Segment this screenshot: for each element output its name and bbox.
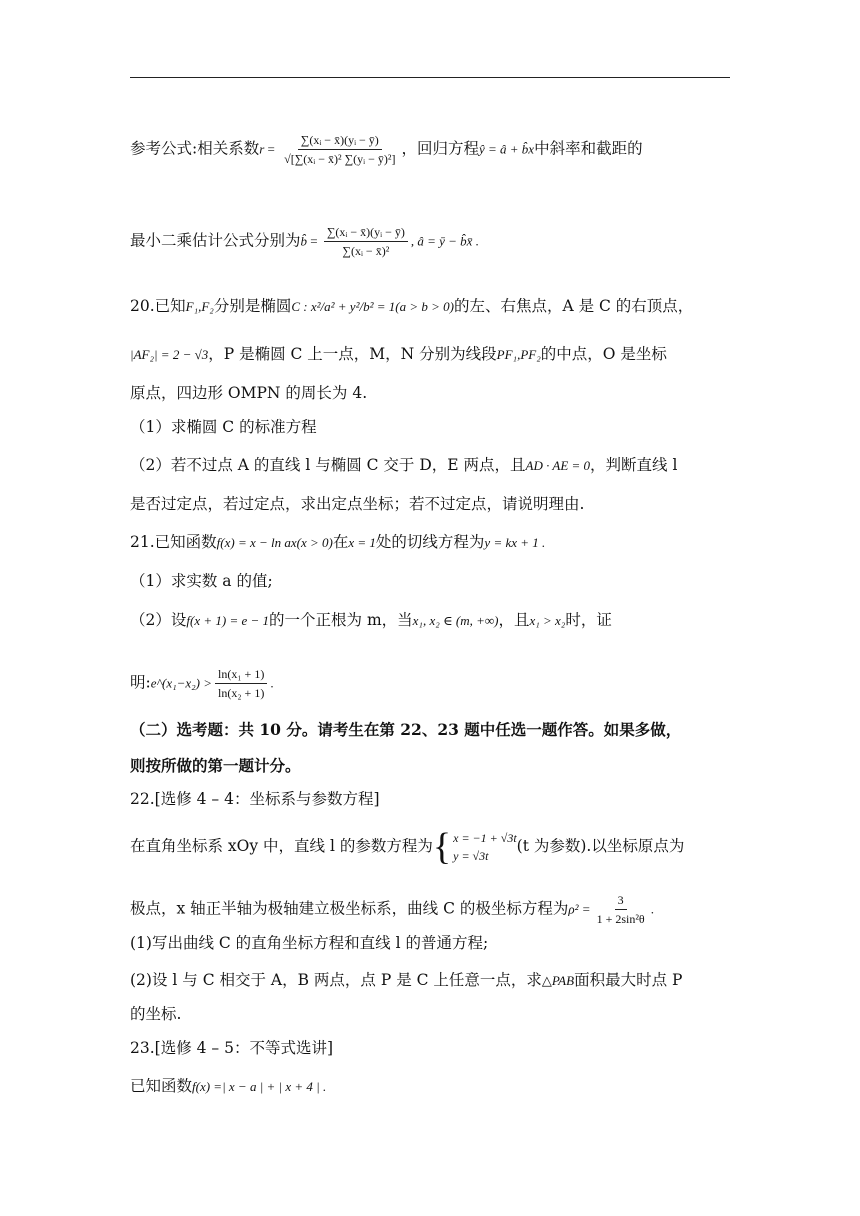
- regression-equation: ŷ = â + b̂x: [478, 141, 535, 157]
- q22-part-2-cont: 的坐标.: [130, 1005, 182, 1023]
- header-rule: [130, 77, 730, 78]
- q21-part-2: （2）设f(x + 1) = e − 1的一个正根为 m，当x₁, x₂ ∈ (m, +∞)，且x₁ > x₂时，证: [130, 611, 612, 629]
- q20-line-2: |AF₂| = 2 − √3，P 是椭圆 C 上一点，M，N 分别为线段PF₁,PF₂的中点，O 是坐标: [130, 345, 667, 363]
- elective-heading-2: 则按所做的第一题计分。: [130, 756, 301, 775]
- q22-title: 22.[选修 4 – 4：坐标系与参数方程]: [130, 790, 380, 808]
- elective-heading-1: （二）选考题：共 10 分。请考生在第 22、23 题中任选一题作答。如果多做，: [130, 720, 682, 739]
- q20-part-1: （1）求椭圆 C 的标准方程: [130, 418, 317, 436]
- formula-line-1: 参考公式:相关系数r = $\frac{\text{∑(xᵢ − x̄)(yᵢ − ȳ)}}{\text{√[∑(xᵢ − x̄)² ∑(yᵢ − ȳ)²]}}$ ，回归方程ŷ = â + b̂x中斜率和截距的: [130, 133, 643, 166]
- parametric-system: { x = −1 + √3t y = √3t: [432, 826, 517, 868]
- correlation-fraction: $\frac{\text{∑(xᵢ − x̄)(yᵢ − ȳ)}}{\text{√[∑(xᵢ − x̄)² ∑(yᵢ − ȳ)²]}}$: [284, 133, 396, 166]
- slope-fraction: $\frac{\text{∑(xᵢ − x̄)(yᵢ − ȳ)}}{\text{∑(xᵢ − x̄)²}}$: [324, 224, 408, 259]
- q21-part-2-cont: 明:e^(x₁−x₂) > $\frac{\text{ln(x₁ + 1)}}{\text{ln(x₂ + 1)}}$ .: [130, 667, 274, 700]
- q23-title: 23.[选修 4 – 5：不等式选讲]: [130, 1039, 333, 1057]
- q22-part-1: (1)写出曲线 C 的直角坐标方程和直线 l 的普通方程;: [130, 934, 489, 952]
- q20-line-1: 20.已知F₁,F₂分别是椭圆C : x²/a² + y²/b² = 1(a > b > 0)的左、右焦点，A 是 C 的右顶点，: [130, 297, 694, 315]
- q20-part-2: （2）若不过点 A 的直线 l 与椭圆 C 交于 D，E 两点，且AD · AE = 0，判断直线 l: [130, 456, 678, 474]
- formula-text: 参考公式:相关系数: [130, 139, 260, 158]
- q21-line-1: 21.已知函数f(x) = x − ln ax(x > 0)在x = 1处的切线方程为y = kx + 1 .: [130, 533, 546, 551]
- q23-line-1: 已知函数f(x) =| x − a | + | x + 4 | .: [130, 1077, 327, 1095]
- ellipse-equation: C : x²/a² + y²/b² = 1(a > b > 0): [291, 299, 454, 314]
- q20-part-2-cont: 是否过定点，若过定点，求出定点坐标；若不过定点，请说明理由.: [130, 495, 585, 513]
- q22-part-2: (2)设 l 与 C 相交于 A，B 两点，点 P 是 C 上任意一点，求△PAB面积最大时点 P: [130, 971, 683, 989]
- formula-line-2: 最小二乘估计公式分别为b̂ = $\frac{\text{∑(xᵢ − x̄)(yᵢ − ȳ)}}{\text{∑(xᵢ − x̄)²}}$ , â = ȳ − b̂x̄ .: [130, 225, 479, 258]
- q22-line-2: 极点，x 轴正半轴为极轴建立极坐标系，曲线 C 的极坐标方程为ρ² = $\frac{3}{\text{1 + 2sin²θ}}$ .: [130, 893, 654, 926]
- vector-product: AD · AE = 0: [525, 458, 591, 473]
- q22-line-1: 在直角坐标系 xOy 中，直线 l 的参数方程为 { x = −1 + √3t y = √3t (t 为参数).以坐标原点为: [130, 826, 685, 868]
- q20-line-3: 原点，四边形 OMPN 的周长为 4.: [130, 384, 368, 402]
- q21-part-1: （1）求实数 a 的值;: [130, 572, 273, 590]
